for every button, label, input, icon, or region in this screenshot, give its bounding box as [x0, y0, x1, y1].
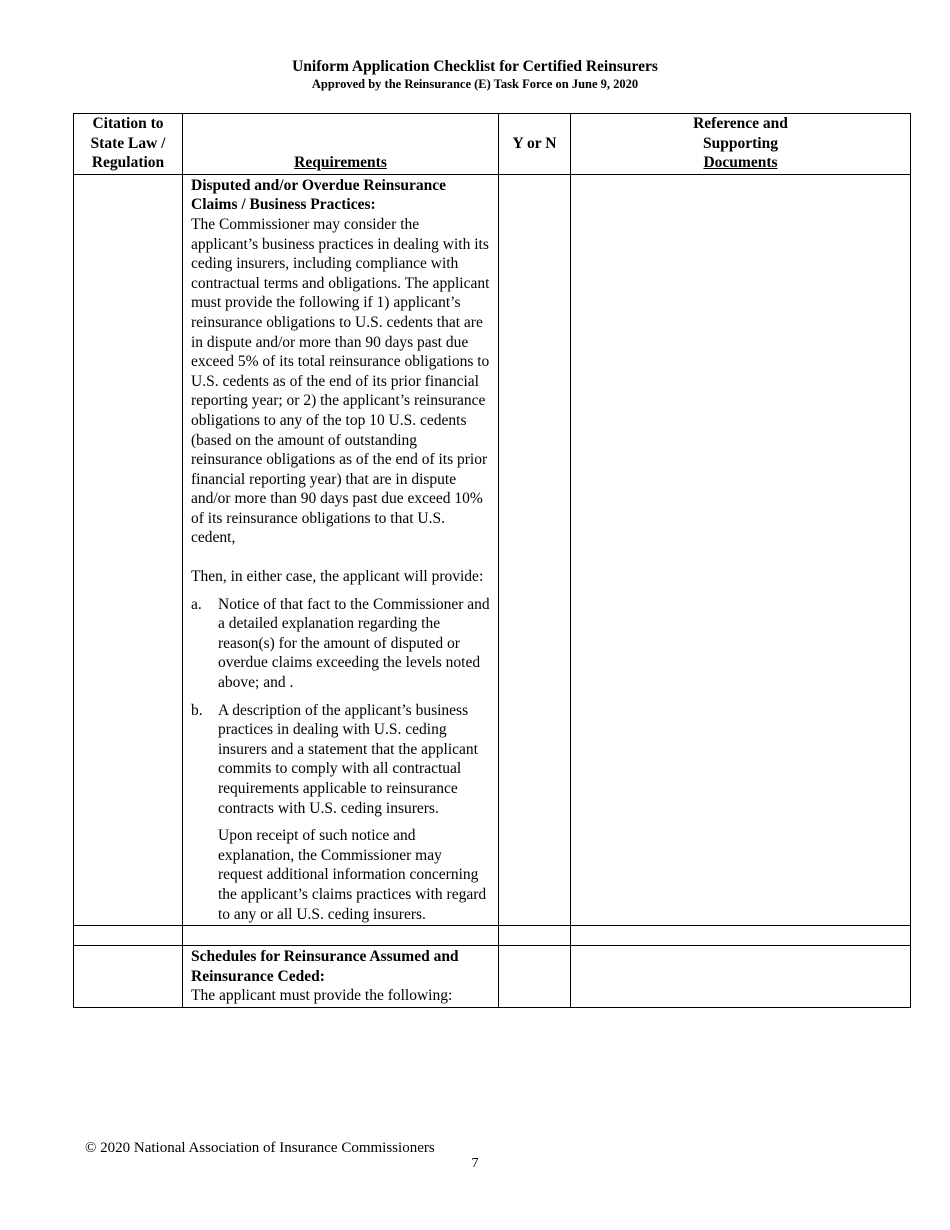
section-then: Then, in either case, the applicant will provide:: [191, 568, 484, 586]
table-row: [74, 926, 911, 946]
section-body: The applicant must provide the following:: [191, 987, 453, 1005]
list-item: b. A description of the applicant’s business practices in dealing with U.S. ceding insurers and a statement that the applicant commits to comply with all contractual requirements applicable to reinsurance contracts with U.S. ceding insurers.: [191, 701, 478, 817]
requirements-cell: [183, 174, 499, 925]
checklist-table: [73, 113, 911, 1008]
footer-copyright: © 2020 National Association of Insurance Commissioners: [85, 1140, 435, 1156]
y-or-n-cell[interactable]: [499, 174, 571, 925]
requirements-cell: [183, 946, 499, 1008]
citation-cell[interactable]: [74, 946, 183, 1008]
table-row: [74, 946, 911, 1008]
list-item: a. Notice of that fact to the Commissioner and a detailed explanation regarding the reason(s) for the amount of disputed or overdue claims exceeding the levels noted above; and .: [191, 595, 490, 692]
document-subtitle: Approved by the Reinsurance (E) Task Force on June 9, 2020: [311, 77, 639, 91]
section-heading: Disputed and/or Overdue Reinsurance Claims / Business Practices:: [191, 176, 447, 214]
column-header-y-or-n: Y or N: [499, 114, 571, 175]
reference-cell[interactable]: [571, 946, 911, 1008]
column-header-requirements: Requirements: [183, 114, 499, 175]
section-closing: Upon receipt of such notice and explanation, the Commissioner may request additional information concerning the applicant’s claims practices with regard to any or all U.S. ceding insurers.: [218, 827, 487, 923]
table-row: [74, 174, 911, 925]
column-header-reference: Reference and Supporting Documents: [571, 114, 911, 175]
page-header: [0, 57, 950, 92]
reference-cell[interactable]: [571, 174, 911, 925]
requirement-list: [191, 595, 490, 819]
y-or-n-cell[interactable]: [499, 946, 571, 1008]
table-header-row: [74, 114, 911, 175]
section-body: The Commissioner may consider the applicant’s business practices in dealing with its ceding insurers, including compliance with contractual terms and obligations. The applicant must provide the following if 1) applicant’s reinsurance obligations to U.S. cedents that are in dispute and/or more than 90 days past due exceed 5% of its total reinsurance obligations to U.S. cedents as of the end of its prior financial reporting year; or 2) the applicant’s reinsurance obligations to any of the top 10 U.S. cedents (based on the amount of outstanding reinsurance obligations as of the end of its prior financial reporting year) that are in dispute and/or more than 90 days past due exceed 10% of its reinsurance obligations to that U.S. cedent,: [191, 215, 490, 547]
column-header-citation: Citation to State Law / Regulation: [74, 114, 183, 175]
page-number: 7: [471, 1156, 479, 1171]
document-title: Uniform Application Checklist for Certified Reinsurers: [292, 58, 658, 75]
citation-cell[interactable]: [74, 174, 183, 925]
section-heading: Schedules for Reinsurance Assumed and Reinsurance Ceded:: [191, 948, 459, 985]
